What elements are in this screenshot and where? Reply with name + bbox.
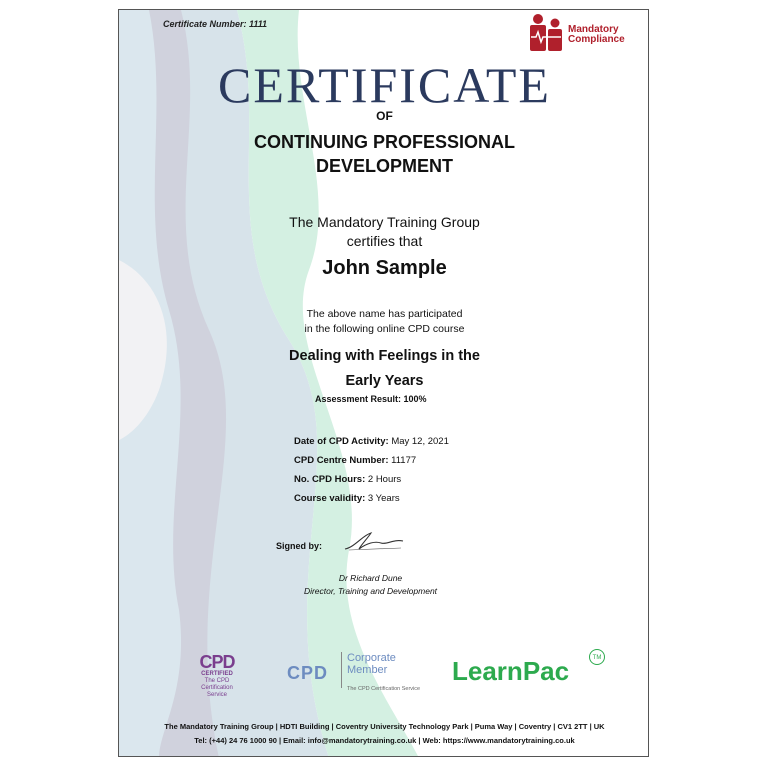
participated-line2: in the following online CPD course <box>304 323 465 335</box>
detail-row: Course validity: 3 Years <box>294 493 400 504</box>
signature-image <box>341 529 407 553</box>
certificate-page <box>118 9 649 757</box>
corporate-line: Corporate <box>347 652 396 664</box>
certificate-number: Certificate Number: 1111 <box>163 19 268 29</box>
footer-contact <box>119 720 649 748</box>
recipient-name: John Sample <box>322 257 447 279</box>
member-line: Member <box>347 664 388 676</box>
organisation-name: The Mandatory Training Group <box>289 214 480 230</box>
cpd-certified-line2: The CPD Certification <box>201 678 233 691</box>
participation-statement <box>119 307 649 337</box>
learnpac-pac: Pac <box>522 656 570 686</box>
certificate-subtitle <box>119 130 649 178</box>
course-line1: Dealing with Feelings in the <box>289 348 480 364</box>
logo-line1: Mandatory <box>568 24 619 35</box>
corporate-member-text <box>347 652 396 676</box>
cpd-corporate-member-badge <box>287 650 427 696</box>
cpd-certified-mark: CPD <box>199 652 235 672</box>
title-of: OF <box>376 109 393 123</box>
footer-contact-line: Tel: (+44) 24 76 1000 90 | Email: info@mandatorytraining.co.uk | Web: https://www.mandatorytraining.co.uk <box>194 736 575 745</box>
mandatory-compliance-logo <box>528 13 638 55</box>
learnpac-logo <box>452 656 569 687</box>
signer-role: Director, Training and Development <box>303 586 438 596</box>
trademark-badge: TM <box>589 649 605 665</box>
participated-line1: The above name has participated <box>306 308 463 320</box>
footer-address: The Mandatory Training Group | HDTI Building | Coventry University Technology Park | Puma Way | Coventry | CV1 2TT | UK <box>164 722 605 731</box>
detail-row: Date of CPD Activity: May 12, 2021 <box>294 436 449 447</box>
course-line2: Early Years <box>345 373 424 389</box>
badge-divider <box>341 652 342 688</box>
cpd-certified-badge <box>189 652 245 698</box>
assessment-result: Assessment Result: 100% <box>315 394 427 404</box>
logo-text <box>568 25 625 45</box>
certifies-that: certifies that <box>346 233 423 249</box>
cpd-corporate-mark: CPD <box>287 663 329 683</box>
organisation-statement <box>119 213 649 251</box>
cpd-certified-line1: CERTIFIED <box>201 671 233 677</box>
detail-row: No. CPD Hours: 2 Hours <box>294 474 402 485</box>
logo-line2: Compliance <box>568 34 625 45</box>
learnpac-learn: Learn <box>452 656 523 686</box>
signed-by-label: Signed by: <box>276 541 323 551</box>
cpd-service-text: The CPD Certification Service <box>347 686 421 692</box>
signer-name: Dr Richard Dune <box>338 573 403 583</box>
certificate-title: CERTIFICATE <box>218 57 551 113</box>
signer-block <box>119 572 649 598</box>
detail-row: CPD Centre Number: 11177 <box>294 455 417 466</box>
people-icon <box>528 13 566 53</box>
course-title <box>119 344 649 394</box>
cpd-certified-line3: Service <box>206 692 227 698</box>
subtitle-line2: DEVELOPMENT <box>315 156 453 176</box>
subtitle-line1: CONTINUING PROFESSIONAL <box>253 132 515 152</box>
cpd-details <box>294 432 449 508</box>
